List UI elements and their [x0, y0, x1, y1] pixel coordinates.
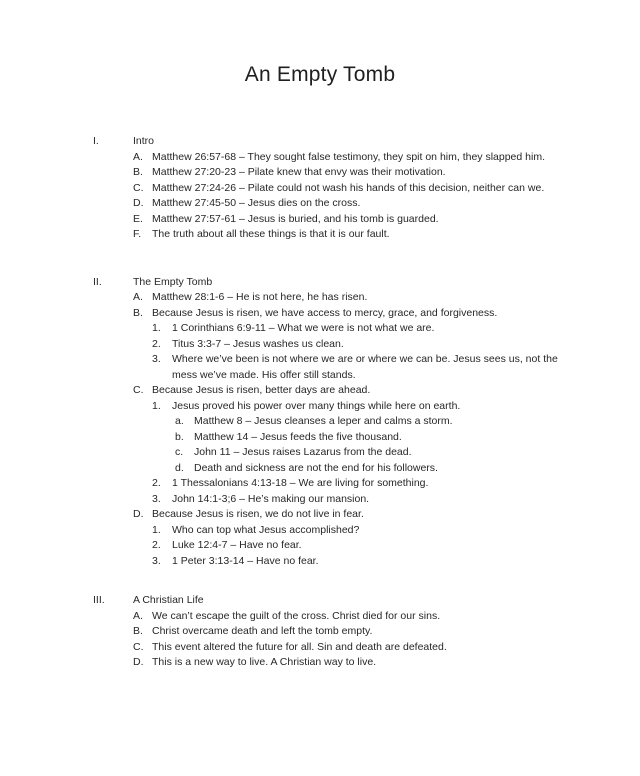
outline-item: [133, 306, 615, 322]
list-marker: 3.: [152, 554, 161, 567]
list-item-text: Intro: [133, 135, 155, 147]
outline-item: [133, 196, 615, 212]
outline-item: [133, 655, 615, 671]
outline-item: [133, 624, 615, 640]
list-marker: 2.: [152, 477, 161, 489]
list-item-text: Matthew 28:1-6 – He is not here, he has risen.: [152, 291, 368, 303]
list-item-text: John 14:1-3;6 – He’s making our mansion.: [172, 492, 370, 505]
outline-item: [152, 337, 615, 353]
list-item-text: Luke 12:4-7 – Have no fear.: [172, 539, 302, 551]
list-item-text: Christ overcame death and left the tomb empty.: [152, 625, 373, 637]
list-item-text: John 11 – Jesus raises Lazarus from the dead.: [194, 446, 412, 458]
list-item-text: Because Jesus is risen, we do not live in fear.: [152, 508, 364, 520]
outline-item: [133, 150, 615, 166]
list-marker: a.: [175, 415, 184, 427]
list-marker: I.: [93, 135, 99, 147]
outline-item: [133, 383, 615, 399]
list-item-text: Matthew 14 – Jesus feeds the five thousand.: [194, 430, 402, 443]
list-item-text: 1 Peter 3:13-14 – Have no fear.: [172, 554, 319, 567]
list-item-text: Because Jesus is risen, better days are ahead.: [152, 384, 371, 396]
outline-item: [133, 212, 615, 228]
list-marker: 2.: [152, 337, 161, 350]
outline-item: [133, 227, 615, 243]
list-marker: d.: [175, 461, 184, 474]
list-item-text: Matthew 27:20-23 – Pilate knew that envy was their motivation.: [152, 166, 446, 178]
list-item-text: Matthew 27:45-50 – Jesus dies on the cross.: [152, 197, 361, 209]
list-item-text: We can’t escape the guilt of the cross. Christ died for our sins.: [152, 609, 441, 622]
outline-section-heading: [93, 134, 615, 150]
list-item-text: The truth about all these things is that it is our fault.: [152, 228, 390, 240]
list-item-text: Matthew 27:57-61 – Jesus is buried, and his tomb is guarded.: [152, 212, 439, 225]
list-item-text: Where we’ve been is not where we are or where we can be. Jesus sees us, not the mess we’ve made. His offer still stands.: [172, 353, 558, 381]
list-marker: A.: [133, 291, 143, 303]
list-marker: B.: [133, 306, 143, 319]
list-marker: 1.: [152, 523, 161, 536]
list-marker: E.: [133, 212, 143, 225]
outline-section-heading: [93, 593, 615, 609]
list-marker: C.: [133, 384, 144, 396]
outline-section: [93, 593, 615, 671]
list-item-text: Death and sickness are not the end for his followers.: [194, 461, 438, 474]
list-marker: 1.: [152, 322, 161, 334]
list-marker: C.: [133, 181, 144, 194]
list-item-text: Matthew 26:57-68 – They sought false testimony, they spit on him, they slapped him.: [152, 150, 545, 163]
list-item-text: Jesus proved his power over many things while here on earth.: [172, 399, 461, 412]
outline-section: [93, 134, 615, 243]
list-item-text: 1 Corinthians 6:9-11 – What we were is not what we are.: [172, 322, 435, 334]
list-item-text: 1 Thessalonians 4:13-18 – We are living for something.: [172, 477, 429, 489]
list-marker: D.: [133, 508, 144, 520]
outline-item: [133, 609, 615, 625]
outline-section: [93, 275, 615, 570]
list-item-text: The Empty Tomb: [133, 275, 213, 288]
outline-item: [152, 492, 615, 508]
list-item-text: Matthew 8 – Jesus cleanses a leper and calms a storm.: [194, 415, 453, 427]
outline-item: [175, 445, 615, 461]
list-item-text: Because Jesus is risen, we have access to mercy, grace, and forgiveness.: [152, 306, 498, 319]
outline-item: [133, 290, 615, 306]
list-marker: D.: [133, 656, 144, 668]
list-item-text: This is a new way to live. A Christian way to live.: [152, 656, 377, 668]
list-item-text: Titus 3:3-7 – Jesus washes us clean.: [172, 337, 344, 350]
list-marker: B.: [133, 166, 143, 178]
list-marker: II.: [93, 275, 102, 288]
outline-item: [152, 399, 615, 415]
outline-item: [152, 523, 615, 539]
outline: [93, 134, 615, 671]
outline-item: [175, 414, 615, 430]
outline-item: [152, 476, 615, 492]
outline-item: [133, 181, 615, 197]
list-item-text: This event altered the future for all. Sin and death are defeated.: [152, 640, 447, 653]
list-marker: 1.: [152, 399, 161, 412]
outline-item: [133, 640, 615, 656]
list-item-text: A Christian Life: [133, 594, 204, 606]
list-marker: A.: [133, 150, 143, 163]
list-item-text: Who can top what Jesus accomplished?: [172, 523, 360, 536]
list-marker: 3.: [152, 353, 161, 365]
list-item-text: Matthew 27:24-26 – Pilate could not wash his hands of this decision, neither can we.: [152, 181, 545, 194]
document-title: An Empty Tomb: [244, 63, 396, 86]
outline-section-heading: [93, 275, 615, 291]
list-marker: 3.: [152, 492, 161, 505]
outline-item: [152, 321, 615, 337]
outline-item: [152, 538, 615, 554]
outline-item: [152, 352, 615, 383]
list-marker: A.: [133, 609, 143, 622]
list-marker: 2.: [152, 539, 161, 551]
list-marker: III.: [93, 594, 105, 606]
list-marker: F.: [133, 228, 142, 240]
list-marker: c.: [175, 446, 184, 458]
outline-item: [133, 507, 615, 523]
list-marker: b.: [175, 430, 184, 443]
outline-item: [175, 461, 615, 477]
list-marker: D.: [133, 197, 144, 209]
outline-item: [133, 165, 615, 181]
outline-item: [152, 554, 615, 570]
outline-item: [175, 430, 615, 446]
list-marker: C.: [133, 640, 144, 653]
list-marker: B.: [133, 625, 143, 637]
